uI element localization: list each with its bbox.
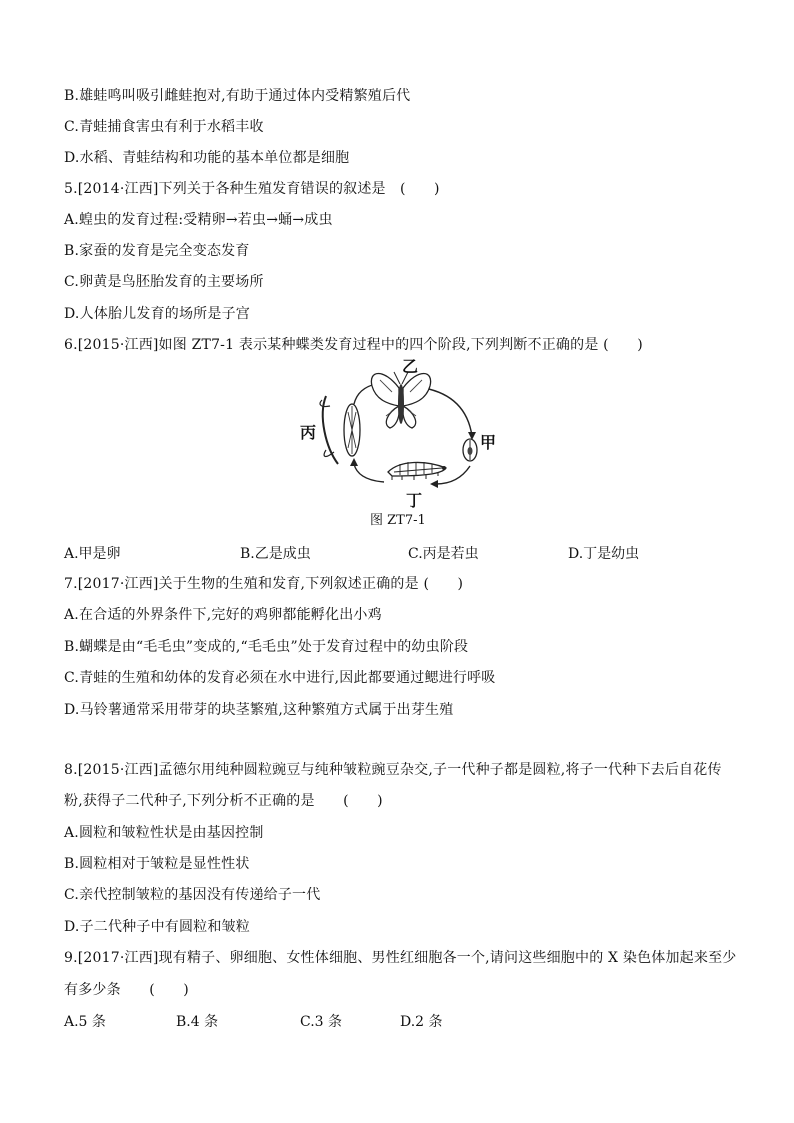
q5-option-b: B.家蚕的发育是完全变态发育 (64, 243, 250, 259)
q7-option-b: B.蝴蝶是由“毛毛虫”变成的,“毛毛虫”处于发育过程中的幼虫阶段 (64, 639, 469, 655)
q6-option-c: C.丙是若虫 (408, 546, 479, 562)
q8-option-c: C.亲代控制皱粒的基因没有传递给子一代 (64, 887, 321, 903)
cycle-arrow-bottom-left (354, 464, 384, 482)
caterpillar-larva (388, 462, 446, 480)
q9-option-a: A.5 条 (64, 1014, 106, 1030)
label-yi: 乙 (402, 357, 419, 376)
q9-stem-line1: 9.[2017·江西]现有精子、卵细胞、女性体细胞、男性红细胞各一个,请问这些细胞中的 X 染色体加起来至少 (64, 950, 737, 966)
q7-stem: 7.[2017·江西]关于生物的生殖和发育,下列叙述正确的是 ( ) (64, 576, 464, 592)
butterfly-lifecycle-figure (296, 356, 506, 516)
egg-on-leaf (463, 439, 477, 461)
lifecycle-diagram (296, 356, 506, 516)
label-bing: 丙 (300, 423, 317, 442)
q7-option-c: C.青蛙的生殖和幼体的发育必须在水中进行,因此都要通过鳃进行呼吸 (64, 670, 496, 686)
q5-option-d: D.人体胎儿发育的场所是子宫 (64, 306, 250, 322)
q6-stem: 6.[2015·江西]如图 ZT7-1 表示某种蝶类发育过程中的四个阶段,下列判断不正确的是 ( ) (64, 337, 643, 353)
q9-option-b: B.4 条 (176, 1014, 219, 1030)
cycle-arrow-top-right (424, 388, 472, 436)
q5-stem: 5.[2014·江西]下列关于各种生殖发育错误的叙述是 ( ) (64, 181, 440, 197)
butterfly-adult (371, 372, 430, 428)
q6-option-a: A.甲是卵 (64, 546, 121, 562)
q8-option-a: A.圆粒和皱粒性状是由基因控制 (64, 825, 264, 841)
q7-option-d: D.马铃薯通常采用带芽的块茎繁殖,这种繁殖方式属于出芽生殖 (64, 702, 454, 718)
q5-option-a: A.蝗虫的发育过程:受精卵→若虫→蛹→成虫 (64, 212, 333, 228)
q4-option-d: D.水稻、青蛙结构和功能的基本单位都是细胞 (64, 150, 350, 166)
q7-option-a: A.在合适的外界条件下,完好的鸡卵都能孵化出小鸡 (64, 607, 382, 623)
q9-option-c: C.3 条 (300, 1014, 343, 1030)
q4-option-b: B.雄蛙鸣叫吸引雌蛙抱对,有助于通过体内受精繁殖后代 (64, 88, 411, 104)
q8-option-d: D.子二代种子中有圆粒和皱粒 (64, 919, 250, 935)
q9-stem-line2: 有多少条 ( ) (64, 982, 189, 998)
q4-option-c: C.青蛙捕食害虫有利于水稻丰收 (64, 119, 264, 135)
q8-stem-line2: 粉,获得子二代种子,下列分析不正确的是 ( ) (64, 793, 383, 809)
q5-option-c: C.卵黄是鸟胚胎发育的主要场所 (64, 274, 264, 290)
label-jia: 甲 (480, 433, 497, 452)
q6-options (64, 544, 724, 564)
label-ding: 丁 (406, 491, 423, 510)
q6-option-d: D.丁是幼虫 (568, 546, 640, 562)
q9-option-d: D.2 条 (400, 1014, 443, 1030)
q8-option-b: B.圆粒相对于皱粒是显性性状 (64, 856, 250, 872)
arrowhead-to-pupa (350, 458, 358, 466)
figure-caption: 图 ZT7-1 (370, 513, 426, 528)
q6-option-b: B.乙是成虫 (240, 546, 311, 562)
pupa-chrysalis (320, 396, 360, 464)
q8-stem-line1: 8.[2015·江西]孟德尔用纯种圆粒豌豆与纯种皱粒豌豆杂交,子一代种子都是圆粒,将子一代种下去后自花传 (64, 762, 722, 778)
arrowhead-to-larva (430, 480, 438, 488)
q9-options (64, 1012, 484, 1032)
